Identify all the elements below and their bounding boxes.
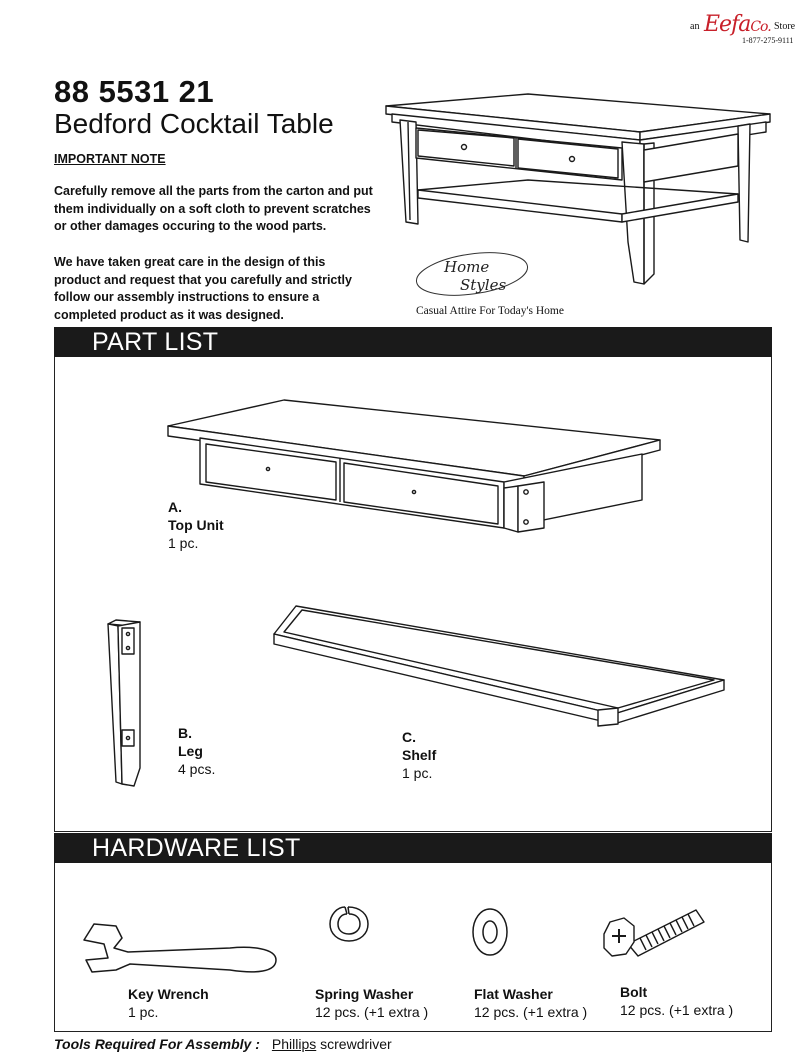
spring-washer-qty: 12 pcs. (+1 extra ) — [315, 1004, 429, 1020]
part-b-name: Leg — [178, 743, 203, 759]
flat-washer-qty: 12 pcs. (+1 extra ) — [474, 1004, 588, 1020]
bolt-name: Bolt — [620, 984, 648, 1000]
tools-required — [54, 1036, 392, 1052]
spring-washer-name: Spring Washer — [315, 986, 414, 1002]
spring-washer-icon — [328, 904, 370, 944]
key-wrench-name: Key Wrench — [128, 986, 209, 1002]
bolt-qty: 12 pcs. (+1 extra ) — [620, 1002, 734, 1018]
model-number: 88 5531 21 — [54, 74, 215, 109]
part-c-qty: 1 pc. — [402, 765, 433, 781]
home-styles-script-logo — [414, 250, 534, 302]
product-title: Bedford Cocktail Table — [54, 108, 334, 139]
care-paragraph: Carefully remove all the parts from the carton and put them individually on a soft cloth to prevent scratches or other damages occuring to the wood parts. — [54, 184, 373, 233]
home-styles-logo — [414, 250, 574, 320]
key-wrench-icon — [80, 918, 280, 978]
bolt-icon — [600, 904, 712, 964]
part-c-label — [402, 728, 436, 782]
store-brand-logo: EefaCo. — [704, 12, 771, 37]
spring-washer-label — [315, 985, 428, 1021]
tool-highlight: Phillips — [271, 1036, 317, 1052]
part-a-top-unit-drawing — [164, 396, 664, 538]
flat-washer-icon — [470, 906, 510, 958]
part-a-letter: A. — [168, 499, 182, 515]
instructions-paragraph: We have taken great care in the design of this product and request that you carefully and strictly follow our assembly instructions to ensure a completed product as it was designed. — [54, 255, 352, 322]
part-list-heading: PART LIST — [92, 328, 219, 356]
part-a-label — [168, 498, 224, 552]
part-b-letter: B. — [178, 725, 192, 741]
part-b-qty: 4 pcs. — [178, 761, 216, 777]
flat-washer-name: Flat Washer — [474, 986, 553, 1002]
part-list-banner — [54, 327, 772, 357]
store-prefix: an — [690, 21, 700, 32]
tool-rest: screwdriver — [316, 1036, 392, 1052]
part-c-shelf-drawing — [268, 604, 730, 730]
svg-text:Styles: Styles — [460, 276, 507, 294]
key-wrench-label — [128, 985, 209, 1021]
part-a-qty: 1 pc. — [168, 535, 199, 551]
hardware-list-banner — [54, 833, 772, 863]
part-b-leg-drawing — [104, 618, 148, 790]
bolt-label — [620, 983, 733, 1019]
flat-washer-label — [474, 985, 587, 1021]
tools-label: Tools Required For Assembly : — [54, 1036, 260, 1052]
part-c-letter: C. — [402, 729, 416, 745]
part-c-name: Shelf — [402, 747, 437, 763]
store-phone: 1-877-275-9111 — [742, 36, 794, 45]
part-a-name: Top Unit — [168, 517, 224, 533]
part-b-label — [178, 724, 215, 778]
store-badge — [690, 12, 802, 46]
logo-tagline: Casual Attire For Today's Home — [416, 305, 564, 317]
svg-text:Home: Home — [444, 258, 490, 276]
hardware-list-heading: HARDWARE LIST — [92, 834, 301, 862]
store-suffix: Store — [774, 21, 796, 32]
key-wrench-qty: 1 pc. — [128, 1004, 159, 1020]
important-note-heading: IMPORTANT NOTE — [54, 152, 166, 166]
